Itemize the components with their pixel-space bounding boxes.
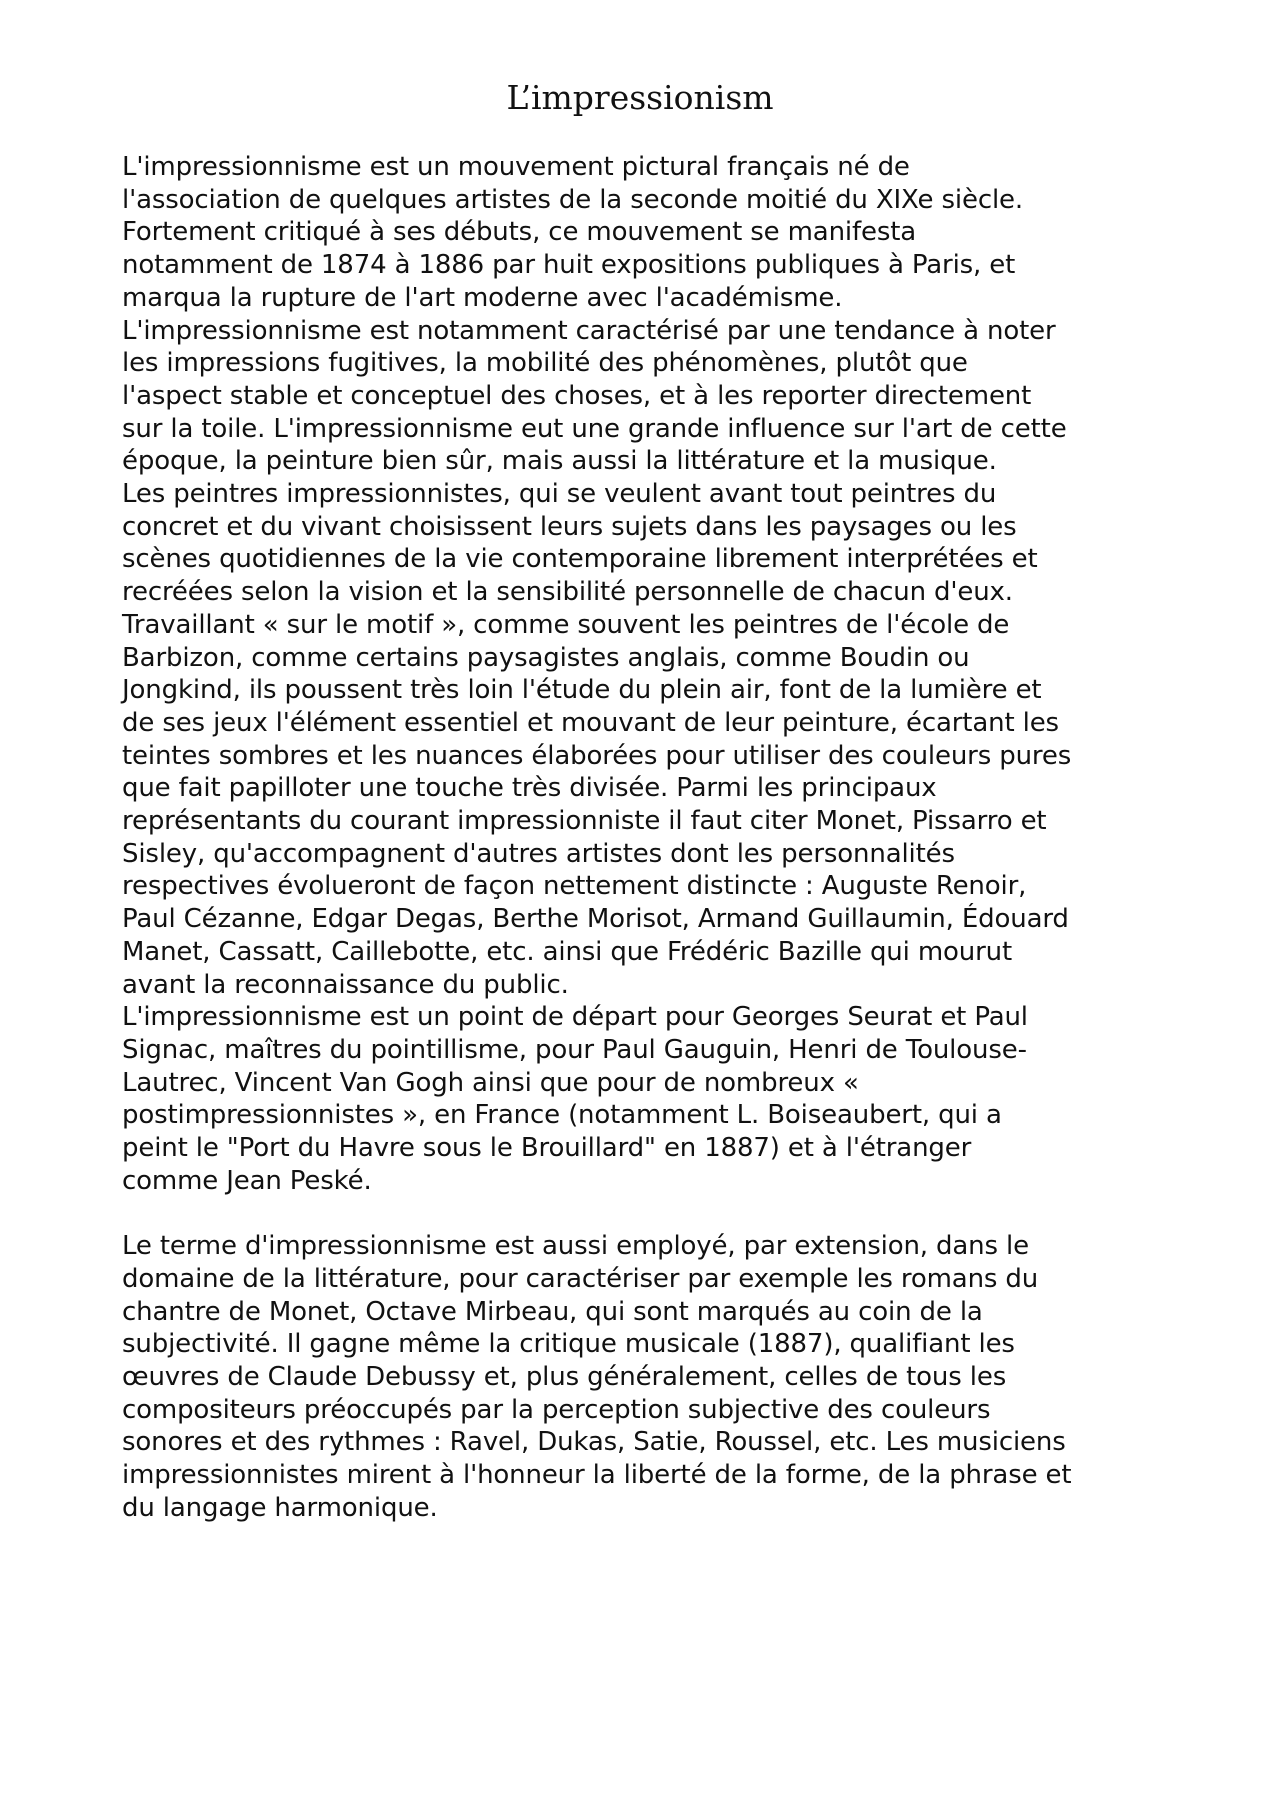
- text-line: notamment de 1874 à 1886 par huit expositions publiques à Paris, et: [122, 250, 1016, 281]
- text-line: Le terme d'impressionnisme est aussi employé, par extension, dans le: [122, 1231, 1029, 1262]
- text-line: L'impressionnisme est un point de départ pour Georges Seurat et Paul: [122, 1002, 1028, 1033]
- text-line: L'impressionnisme est un mouvement pictural français né de: [122, 152, 910, 182]
- text-line: chantre de Monet, Octave Mirbeau, qui sont marqués au coin de la: [122, 1296, 983, 1327]
- text-line: Sisley, qu'accompagnent d'autres artistes dont les personnalités: [122, 838, 955, 869]
- text-line: avant la reconnaissance du public.: [122, 969, 569, 1000]
- text-line: représentants du courant impressionniste il faut citer Monet, Pissarro et: [122, 806, 1047, 837]
- text-line: les impressions fugitives, la mobilité des phénomènes, plutôt que: [122, 348, 968, 379]
- text-line: scènes quotidiennes de la vie contemporaine librement interprétées et: [122, 544, 1038, 575]
- text-line: époque, la peinture bien sûr, mais aussi la littérature et la musique.: [122, 446, 997, 477]
- text-line: du langage harmonique.: [122, 1492, 438, 1523]
- text-line: concret et du vivant choisissent leurs sujets dans les paysages ou les: [122, 511, 1017, 542]
- text-line: impressionnistes mirent à l'honneur la liberté de la forme, de la phrase et: [122, 1460, 1072, 1491]
- text-line: respectives évolueront de façon nettement distincte : Auguste Renoir,: [122, 871, 1027, 902]
- paragraph-break: [122, 1198, 1177, 1231]
- text-line: l'association de quelques artistes de la seconde moitié du XIXe siècle.: [122, 184, 1024, 215]
- text-line: subjectivité. Il gagne même la critique musicale (1887), qualifiant les: [122, 1329, 1015, 1360]
- text-line: que fait papilloter une touche très divisée. Parmi les principaux: [122, 773, 937, 804]
- text-line: compositeurs préoccupés par la perception subjective des couleurs: [122, 1394, 991, 1425]
- text-line: l'aspect stable et conceptuel des choses, et à les reporter directement: [122, 380, 1032, 411]
- text-line: L'impressionnisme est notamment caractérisé par une tendance à noter: [122, 315, 1056, 346]
- text-line: Fortement critiqué à ses débuts, ce mouvement se manifesta: [122, 217, 917, 248]
- text-line: comme Jean Peské.: [122, 1165, 372, 1196]
- text-line: de ses jeux l'élément essentiel et mouvant de leur peinture, écartant les: [122, 707, 1059, 738]
- text-line: Lautrec, Vincent Van Gogh ainsi que pour de nombreux «: [122, 1067, 859, 1098]
- text-line: domaine de la littérature, pour caractériser par exemple les romans du: [122, 1263, 1039, 1294]
- document-title: L’impressionism: [506, 78, 774, 117]
- text-line: sonores et des rythmes : Ravel, Dukas, Satie, Roussel, etc. Les musiciens: [122, 1427, 1066, 1458]
- text-line: Signac, maîtres du pointillisme, pour Paul Gauguin, Henri de Toulouse-: [122, 1034, 1027, 1065]
- text-line: Jongkind, ils poussent très loin l'étude du plein air, font de la lumière et: [122, 675, 1042, 706]
- text-line: Les peintres impressionnistes, qui se veulent avant tout peintres du: [122, 479, 997, 510]
- document-body: [122, 151, 1177, 1525]
- text-line: marqua la rupture de l'art moderne avec l'académisme.: [122, 282, 843, 313]
- text-line: œuvres de Claude Debussy et, plus généralement, celles de tous les: [122, 1362, 1007, 1392]
- text-line: Manet, Cassatt, Caillebotte, etc. ainsi que Frédéric Bazille qui mourut: [122, 936, 1012, 967]
- text-line: Paul Cézanne, Edgar Degas, Berthe Morisot, Armand Guillaumin, Édouard: [122, 904, 1069, 935]
- text-line: Barbizon, comme certains paysagistes anglais, comme Boudin ou: [122, 642, 970, 673]
- text-line: peint le "Port du Havre sous le Brouillard" en 1887) et à l'étranger: [122, 1133, 972, 1164]
- text-line: sur la toile. L'impressionnisme eut une grande influence sur l'art de cette: [122, 413, 1067, 444]
- text-line: Travaillant « sur le motif », comme souvent les peintres de l'école de: [122, 609, 1010, 640]
- text-line: recréées selon la vision et la sensibilité personnelle de chacun d'eux.: [122, 577, 1013, 608]
- text-line: teintes sombres et les nuances élaborées pour utiliser des couleurs pures: [122, 740, 1072, 771]
- text-line: postimpressionnistes », en France (notamment L. Boiseaubert, qui a: [122, 1100, 1002, 1131]
